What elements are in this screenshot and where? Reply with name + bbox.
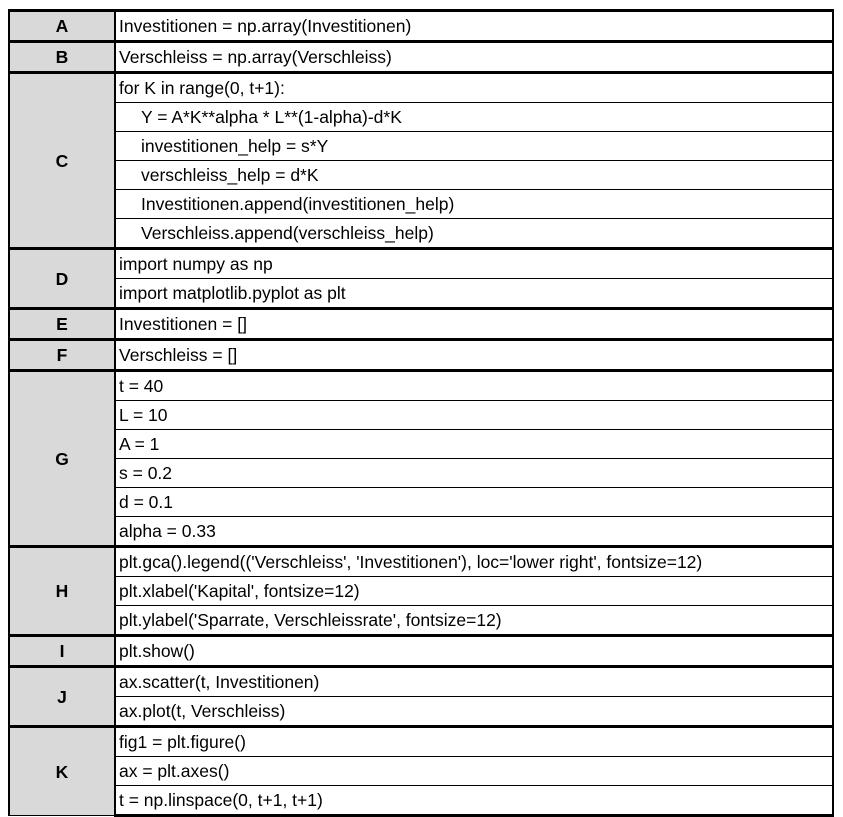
table-row: [9, 459, 833, 488]
block-label: A: [9, 11, 115, 42]
code-line: import numpy as np: [115, 249, 833, 279]
code-line: alpha = 0.33: [115, 517, 833, 547]
code-line: d = 0.1: [115, 488, 833, 517]
table-row: [9, 42, 833, 73]
table-row: [9, 249, 833, 279]
block-label: B: [9, 42, 115, 73]
code-line: for K in range(0, t+1):: [115, 73, 833, 103]
table-row: [9, 547, 833, 577]
table-row: [9, 132, 833, 161]
code-line: Investitionen = []: [115, 309, 833, 340]
table-body: [9, 11, 833, 816]
table-row: [9, 786, 833, 816]
table-row: [9, 517, 833, 547]
block-label: J: [9, 667, 115, 727]
table-row: [9, 667, 833, 697]
code-line: Y = A*K**alpha * L**(1-alpha)-d*K: [115, 103, 833, 132]
code-line: t = 40: [115, 371, 833, 401]
table-row: [9, 606, 833, 636]
table-row: [9, 279, 833, 309]
code-line: L = 10: [115, 401, 833, 430]
table-row: [9, 73, 833, 103]
table-row: [9, 219, 833, 249]
block-label: K: [9, 727, 115, 816]
block-label: G: [9, 371, 115, 547]
block-label: C: [9, 73, 115, 249]
code-line: import matplotlib.pyplot as plt: [115, 279, 833, 309]
code-line: verschleiss_help = d*K: [115, 161, 833, 190]
code-line: Investitionen.append(investitionen_help): [115, 190, 833, 219]
code-line: s = 0.2: [115, 459, 833, 488]
table-row: [9, 697, 833, 727]
table-row: [9, 371, 833, 401]
code-line: ax = plt.axes(): [115, 757, 833, 786]
table-row: [9, 103, 833, 132]
table-row: [9, 430, 833, 459]
block-label: H: [9, 547, 115, 636]
code-line: ax.scatter(t, Investitionen): [115, 667, 833, 697]
code-line: t = np.linspace(0, t+1, t+1): [115, 786, 833, 816]
code-line: fig1 = plt.figure(): [115, 727, 833, 757]
code-line: plt.gca().legend(('Verschleiss', 'Investitionen'), loc='lower right', fontsize=12): [115, 547, 833, 577]
table-row: [9, 577, 833, 606]
table-row: [9, 11, 833, 42]
block-label: F: [9, 340, 115, 371]
code-line: Verschleiss = np.array(Verschleiss): [115, 42, 833, 73]
code-line: plt.show(): [115, 636, 833, 667]
block-label: D: [9, 249, 115, 309]
table-row: [9, 401, 833, 430]
table-row: [9, 757, 833, 786]
code-line: A = 1: [115, 430, 833, 459]
code-line: Investitionen = np.array(Investitionen): [115, 11, 833, 42]
code-line: Verschleiss = []: [115, 340, 833, 371]
code-line: investitionen_help = s*Y: [115, 132, 833, 161]
table-row: [9, 190, 833, 219]
table-row: [9, 340, 833, 371]
table-row: [9, 161, 833, 190]
block-label: E: [9, 309, 115, 340]
table-row: [9, 309, 833, 340]
table-row: [9, 636, 833, 667]
code-line: plt.xlabel('Kapital', fontsize=12): [115, 577, 833, 606]
code-line: plt.ylabel('Sparrate, Verschleissrate', fontsize=12): [115, 606, 833, 636]
code-snippet-table: [8, 9, 834, 817]
code-line: Verschleiss.append(verschleiss_help): [115, 219, 833, 249]
block-label: I: [9, 636, 115, 667]
table-row: [9, 488, 833, 517]
table-row: [9, 727, 833, 757]
code-line: ax.plot(t, Verschleiss): [115, 697, 833, 727]
